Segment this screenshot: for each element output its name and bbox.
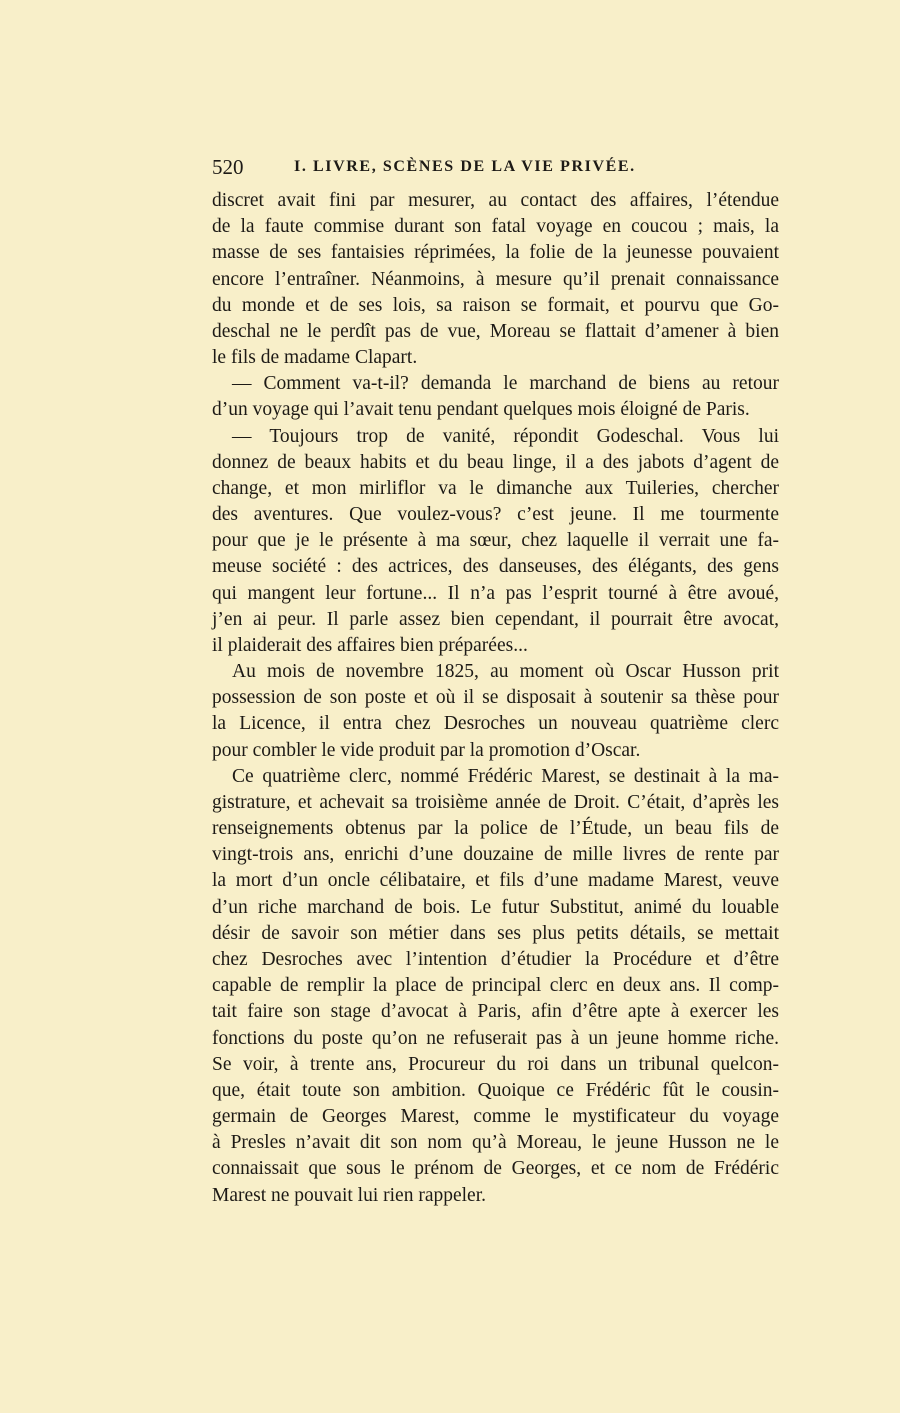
- paragraph: [212, 659, 779, 764]
- text-line: Marest ne pouvait lui rien rappeler.: [212, 1184, 486, 1206]
- text-line: la Licence, il entra chez Desroches un nouveau quatrième clerc: [212, 713, 779, 735]
- text-line: le fils de madame Clapart.: [212, 347, 418, 369]
- text-line: d’un voyage qui l’avait tenu pendant quelques mois éloigné de Paris.: [212, 399, 750, 421]
- page-number: 520: [212, 155, 244, 179]
- text-line: tait faire son stage d’avocat à Paris, afin d’être apte à exercer les: [212, 1001, 779, 1023]
- text-line: vingt-trois ans, enrichi d’une douzaine de mille livres de rente par: [212, 844, 779, 866]
- text-line: pour que je le présente à ma sœur, chez laquelle il verrait une fa-: [212, 530, 779, 552]
- text-line: chez Desroches avec l’intention d’étudier la Procédure et d’être: [212, 948, 779, 970]
- page-body: [212, 188, 779, 1209]
- text-line: renseignements obtenus par la police de l’Étude, un beau fils de: [212, 818, 779, 840]
- text-line: gistrature, et achevait sa troisième année de Droit. C’était, d’après les: [212, 791, 779, 813]
- text-line: deschal ne le perdît pas de vue, Moreau se flattait d’amener à bien: [212, 320, 779, 342]
- text-line: possession de son poste et où il se disposait à soutenir sa thèse pour: [212, 687, 779, 709]
- text-line: des aventures. Que voulez-vous? c’est jeune. Il me tourmente: [212, 504, 779, 526]
- text-line: — Comment va-t-il? demanda le marchand de biens au retour: [232, 373, 779, 395]
- text-line: connaissait que sous le prénom de Georges, et ce nom de Frédéric: [212, 1158, 779, 1180]
- text-line: masse de ses fantaisies réprimées, la folie de la jeunesse pouvaient: [212, 242, 779, 264]
- text-line: capable de remplir la place de principal clerc en deux ans. Il comp-: [212, 975, 779, 997]
- text-line: d’un riche marchand de bois. Le futur Substitut, animé du louable: [212, 896, 779, 918]
- text-line: meuse société : des actrices, des danseuses, des élégants, des gens: [212, 556, 779, 578]
- text-line: — Toujours trop de vanité, répondit Godeschal. Vous lui: [232, 425, 779, 447]
- text-line: encore l’entraîner. Néanmoins, à mesure qu’il prenait connaissance: [212, 268, 779, 290]
- paragraph: [212, 424, 779, 660]
- text-line: désir de savoir son métier dans ses plus petits détails, se mettait: [212, 922, 779, 944]
- paragraph: [212, 371, 779, 423]
- text-line: j’en ai peur. Il parle assez bien cependant, il pourrait être avocat,: [212, 608, 779, 630]
- running-title: I. LIVRE, SCÈNES DE LA VIE PRIVÉE.: [294, 158, 636, 175]
- text-line: Se voir, à trente ans, Procureur du roi dans un tribunal quelcon-: [212, 1053, 779, 1075]
- running-header: [212, 155, 779, 181]
- text-line: qui mangent leur fortune... Il n’a pas l’esprit tourné à être avoué,: [212, 582, 779, 604]
- text-line: il plaiderait des affaires bien préparées...: [212, 634, 528, 656]
- text-line: à Presles n’avait dit son nom qu’à Moreau, le jeune Husson ne le: [212, 1132, 779, 1154]
- text-line: la mort d’un oncle célibataire, et fils d’une madame Marest, veuve: [212, 870, 779, 892]
- text-line: de la faute commise durant son fatal voyage en coucou ; mais, la: [212, 216, 779, 238]
- text-line: du monde et de ses lois, sa raison se formait, et pourvu que Go-: [212, 294, 779, 316]
- text-line: que, était toute son ambition. Quoique ce Frédéric fût le cousin-: [212, 1079, 779, 1101]
- text-line: change, et mon mirliflor va le dimanche aux Tuileries, chercher: [212, 477, 779, 499]
- text-line: Ce quatrième clerc, nommé Frédéric Marest, se destinait à la ma-: [232, 765, 779, 787]
- paragraph: [212, 188, 779, 371]
- text-line: Au mois de novembre 1825, au moment où Oscar Husson prit: [232, 661, 779, 683]
- text-line: germain de Georges Marest, comme le mystificateur du voyage: [212, 1106, 779, 1128]
- text-line: discret avait fini par mesurer, au contact des affaires, l’étendue: [212, 190, 779, 211]
- text-line: pour combler le vide produit par la promotion d’Oscar.: [212, 739, 641, 761]
- paragraph: [212, 764, 779, 1209]
- text-line: fonctions du poste qu’on ne refuserait pas à un jeune homme riche.: [212, 1027, 779, 1049]
- text-line: donnez de beaux habits et du beau linge, il a des jabots d’agent de: [212, 451, 779, 473]
